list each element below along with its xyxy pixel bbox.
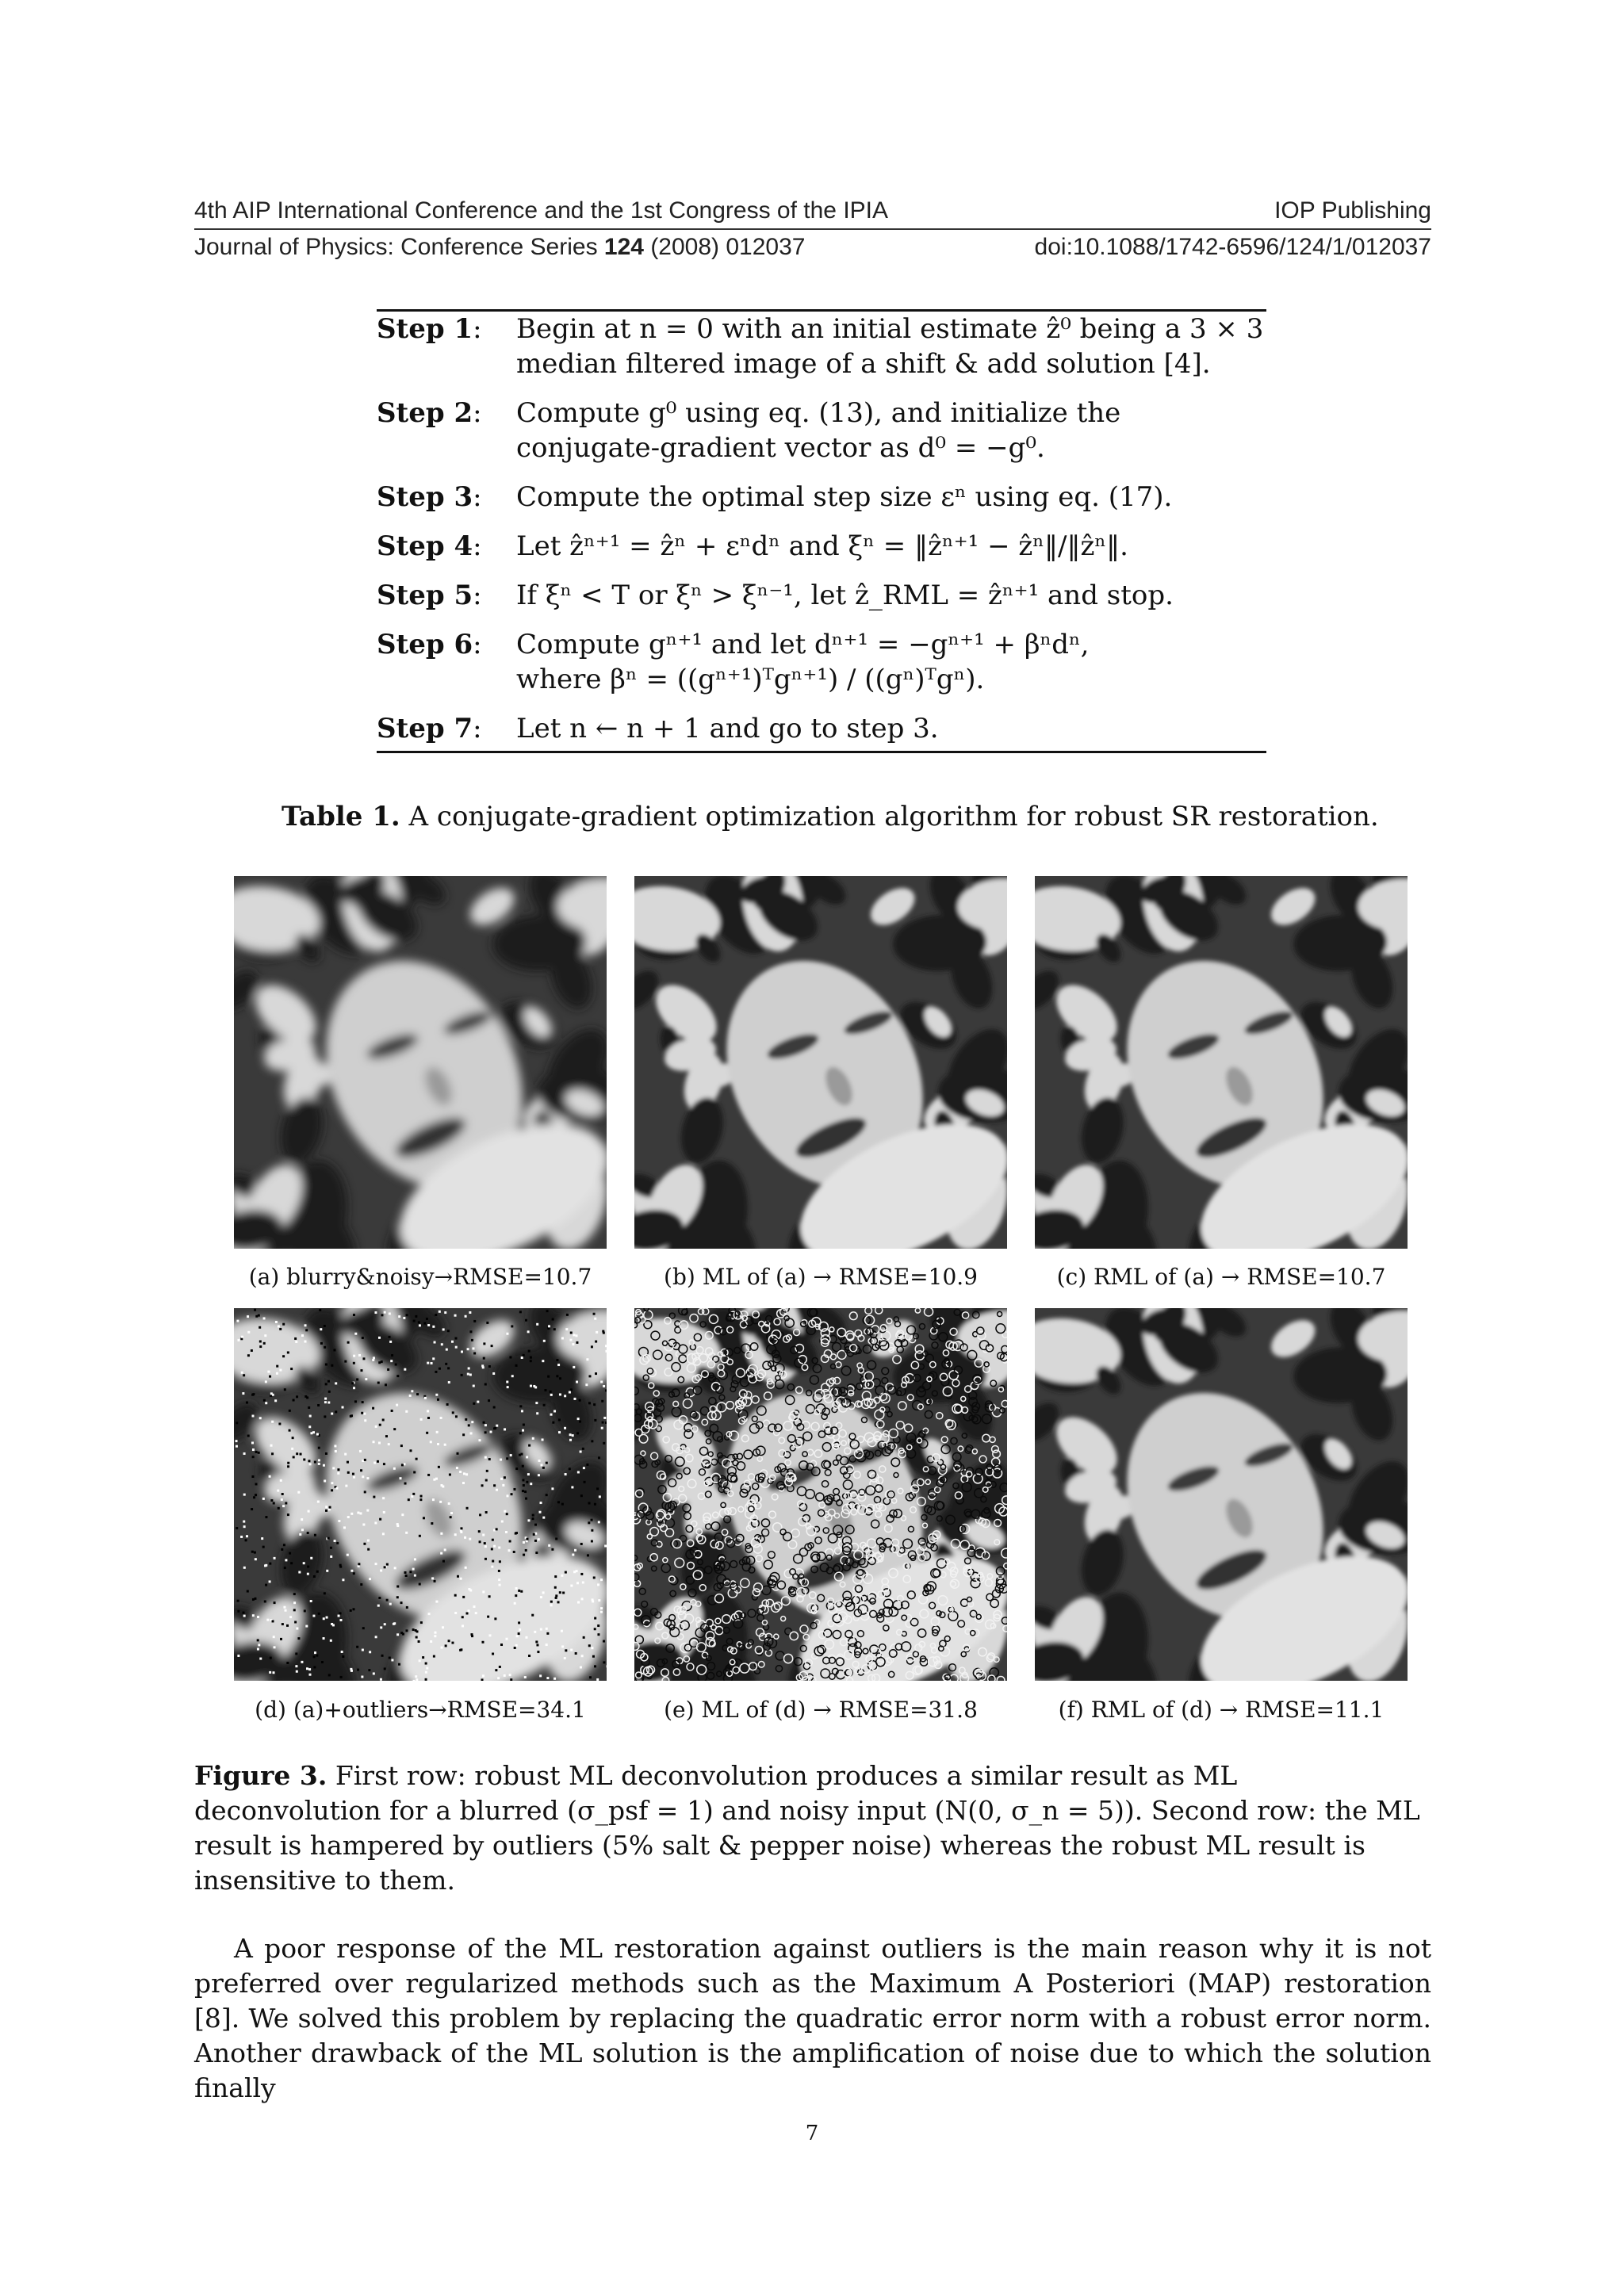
- page-number: 7: [805, 2122, 819, 2145]
- portrait-image: [634, 1308, 1007, 1681]
- portrait-image: [234, 876, 607, 1249]
- algorithm-step: Step 7: Let n ← n + 1 and go to step 3.: [377, 713, 939, 744]
- figure-panel-c: [1035, 876, 1408, 1249]
- portrait-image: [634, 876, 1007, 1249]
- algorithm-step: Step 6: Compute gⁿ⁺¹ and let dⁿ⁺¹ = −gⁿ⁺¹ + βⁿdⁿ, where βⁿ = ((gⁿ⁺¹)ᵀgⁿ⁺¹) / ((gⁿ)ᵀgⁿ).: [377, 629, 1090, 695]
- figure-panel-d: [234, 1308, 607, 1681]
- algorithm-step: Step 3: Compute the optimal step size εⁿ using eq. (17).: [377, 481, 1173, 513]
- journal-reference: Journal of Physics: Conference Series 124 (2008) 012037: [194, 234, 806, 260]
- doi: doi:10.1088/1742-6596/124/1/012037: [1034, 234, 1431, 260]
- algorithm-table: [377, 309, 1266, 753]
- conference-name: 4th AIP International Conference and the 1st Congress of the IPIA: [194, 197, 889, 224]
- algorithm-step: Step 1: Begin at n = 0 with an initial estimate ẑ⁰ being a 3 × 3 median filtered image of a shift & add solution [4].: [377, 313, 1264, 380]
- portrait-image: [234, 1308, 607, 1681]
- header-rule: [194, 228, 1431, 230]
- portrait-image: [1035, 1308, 1408, 1681]
- subfigure-caption-c: (c) RML of (a) → RMSE=10.7: [1056, 1264, 1386, 1290]
- table-caption: Table 1. A conjugate-gradient optimization algorithm for robust SR restoration.: [282, 801, 1379, 832]
- algorithm-step: Step 2: Compute g⁰ using eq. (13), and initialize the conjugate-gradient vector as d⁰ = −g⁰.: [377, 397, 1121, 464]
- figure-caption: Figure 3. First row: robust ML deconvolution produces a similar result as ML deconvolution for a blurred (σ_psf = 1) and noisy input (N(0, σ_n = 5)). Second row: the ML result is hampered by outliers (5% salt & pepper noise) whereas the robust ML result is insensitive to them.: [194, 1760, 1420, 1896]
- subfigure-caption-d: (d) (a)+outliers→RMSE=34.1: [255, 1697, 586, 1723]
- subfigure-caption-f: (f) RML of (d) → RMSE=11.1: [1058, 1697, 1385, 1723]
- figure-panel-e: [634, 1308, 1007, 1681]
- subfigure-caption-e: (e) ML of (d) → RMSE=31.8: [664, 1697, 978, 1723]
- subfigure-caption-a: (a) blurry&noisy→RMSE=10.7: [248, 1264, 592, 1290]
- figure-panel-a: [234, 876, 607, 1249]
- subfigure-caption-b: (b) ML of (a) → RMSE=10.9: [664, 1264, 978, 1290]
- portrait-image: [1035, 876, 1408, 1249]
- publisher-name: IOP Publishing: [1274, 197, 1431, 224]
- figure-panel-f: [1035, 1308, 1408, 1681]
- running-header: [194, 195, 1431, 263]
- algorithm-step: Step 4: Let ẑⁿ⁺¹ = ẑⁿ + εⁿdⁿ and ξⁿ = ‖ẑⁿ⁺¹ − ẑⁿ‖/‖ẑⁿ‖.: [377, 530, 1128, 562]
- body-paragraph: A poor response of the ML restoration against outliers is the main reason why it is not preferred over regularized methods such as the Maximum A Posteriori (MAP) restoration [8]. We solved this problem by replacing the quadratic error norm with a robust error norm. Another drawback of the ML solution is the amplification of noise due to which the solution finally: [194, 1933, 1431, 2103]
- algorithm-step: Step 5: If ξⁿ < T or ξⁿ > ξⁿ⁻¹, let ẑ_RML = ẑⁿ⁺¹ and stop.: [377, 580, 1174, 611]
- figure-panel-b: [634, 876, 1007, 1249]
